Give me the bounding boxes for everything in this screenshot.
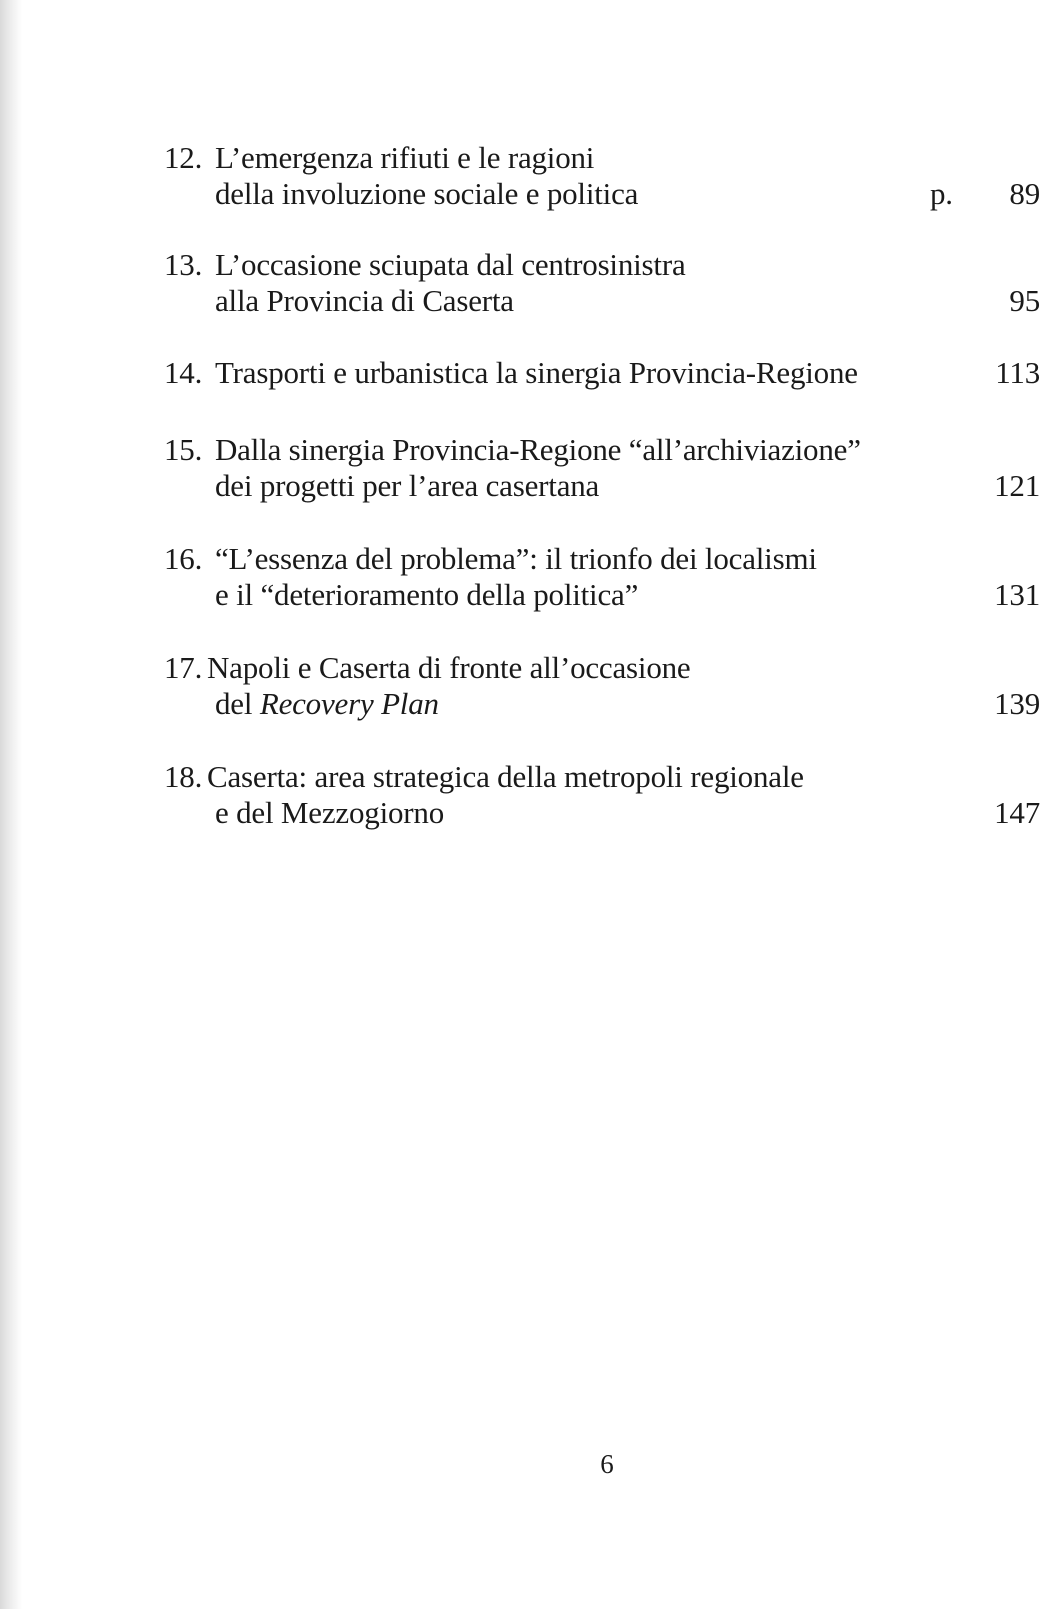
toc-entry-number: 16.	[164, 541, 203, 576]
toc-entry-title-line1: Dalla sinergia Provincia-Regione “all’archiviazione”	[215, 432, 861, 467]
toc-entry-page-number: 89	[1009, 176, 1040, 211]
page-prefix: p.	[930, 176, 953, 211]
toc-entry-page-number: 113	[995, 355, 1040, 390]
toc-entry-number: 14.	[164, 355, 203, 390]
toc-entry-title-line1: “L’essenza del problema”: il trionfo dei localismi	[215, 541, 817, 576]
toc-entry-title-line1: Napoli e Caserta di fronte all’occasione	[207, 650, 691, 685]
toc-entry-number: 13.	[164, 247, 203, 282]
toc-entry-title-line2: e del Mezzogiorno	[215, 795, 445, 830]
toc-entry-page-number: 139	[994, 686, 1040, 721]
toc-entry-title-line2: alla Provincia di Caserta	[215, 283, 514, 318]
toc-entry-page-number: 147	[994, 795, 1040, 830]
toc-entry-title-line2: della involuzione sociale e politica	[215, 176, 639, 211]
toc-entry-page-number: 131	[994, 577, 1040, 612]
toc-entry-number: 15.	[164, 432, 203, 467]
toc-entry-title-line1: Trasporti e urbanistica la sinergia Provincia-Regione	[215, 355, 858, 390]
toc-entry-title-italic: Recovery Plan	[259, 686, 439, 721]
toc-entry-number: 18.	[164, 759, 203, 794]
toc-entry-title-line2: e il “deterioramento della politica”	[215, 577, 639, 612]
toc-entry-title-line2	[215, 686, 439, 722]
toc-entry-number: 12.	[164, 140, 203, 175]
toc-entry-title-line2: dei progetti per l’area casertana	[215, 468, 600, 503]
toc-entry-page-number: 95	[1009, 283, 1040, 318]
toc-entry-number: 17.	[164, 650, 203, 685]
toc-entry-page-number: 121	[994, 468, 1040, 503]
toc-entry-title-plain: del	[215, 686, 260, 721]
toc-entry-title-line1: L’emergenza rifiuti e le ragioni	[215, 140, 595, 175]
toc-entry-title-line1: L’occasione sciupata dal centrosinistra	[215, 247, 686, 282]
page-folio-number: 6	[600, 1449, 614, 1479]
toc-entry-title-line1: Caserta: area strategica della metropoli regionale	[207, 759, 804, 794]
